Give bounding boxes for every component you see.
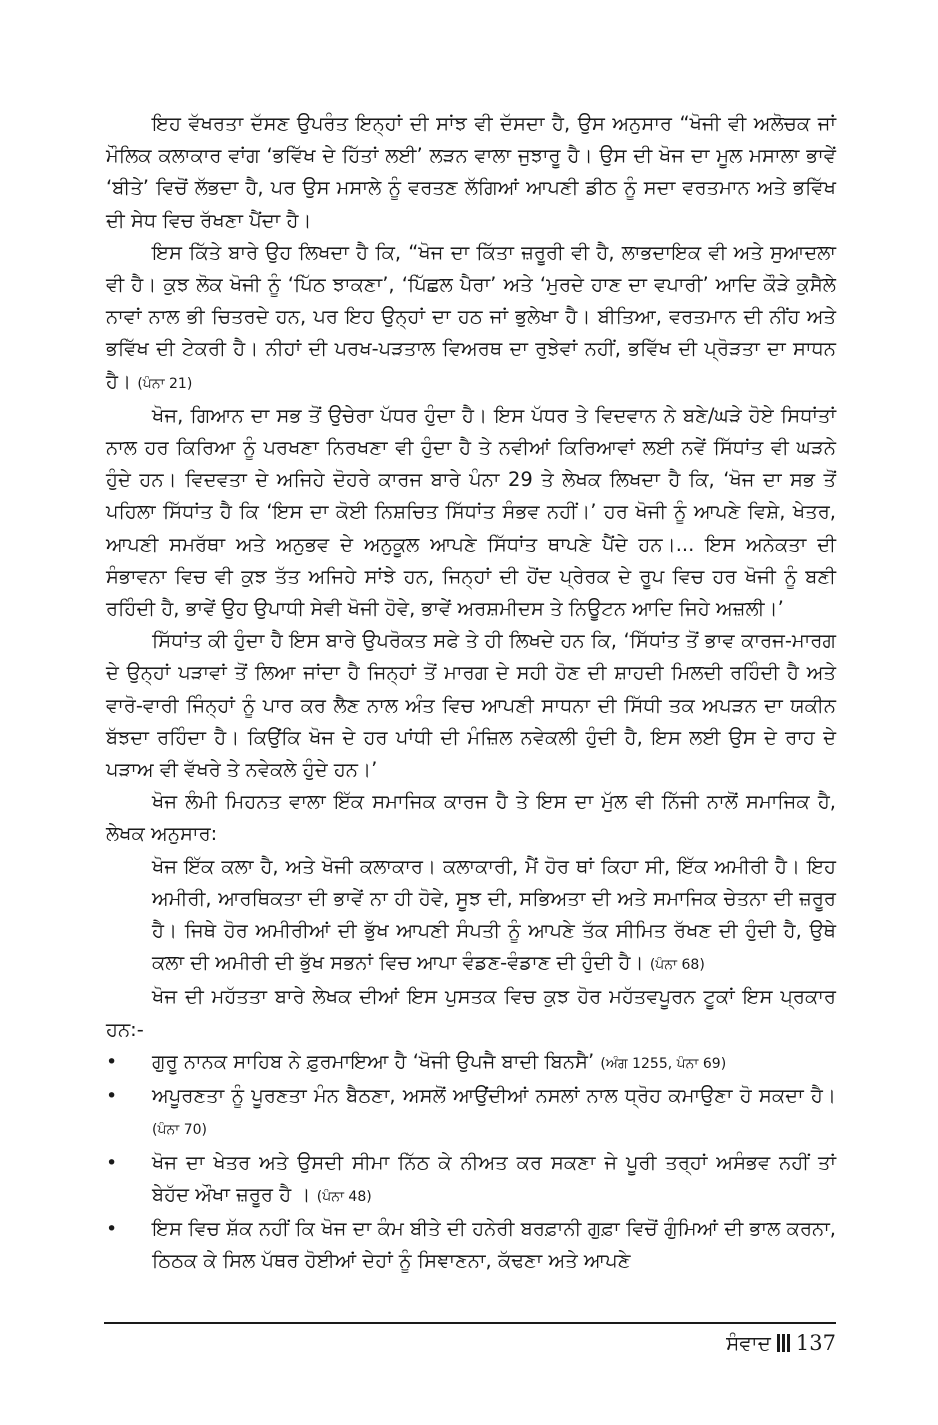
- paragraph: [106, 981, 836, 1045]
- bullet-icon: •: [106, 1050, 118, 1073]
- running-title: ਸੰਵਾਦ: [726, 1331, 771, 1355]
- page-footer: [726, 1329, 836, 1357]
- list-item: [106, 1080, 836, 1146]
- page-citation: (ਪੰਨਾ 21): [137, 375, 193, 392]
- list-item-text: ਅਪੂਰਣਤਾ ਨੂੰ ਪੂਰਣਤਾ ਮੰਨ ਬੈਠਣਾ, ਅਸਲੋਂ ਆਉਂਦੀਆਂ ਨਸਲਾਂ ਨਾਲ ਧ੍ਰੋਹ ਕਮਾਉਣਾ ਹੋ ਸਕਦਾ ਹੈ।: [152, 1084, 836, 1108]
- list-item-text: ਖੋਜ ਦਾ ਖੇਤਰ ਅਤੇ ਉਸਦੀ ਸੀਮਾ ਨਿੱਠ ਕੇ ਨੀਅਤ ਕਰ ਸਕਣਾ ਜੇ ਪੂਰੀ ਤਰ੍ਹਾਂ ਅਸੰਭਵ ਨਹੀਂ ਤਾਂ ਬੇਹੱਦ ਔਖਾ ਜ਼ਰੂਰ ਹੈ ।: [152, 1150, 836, 1206]
- paragraph-text: ਸਿੱਧਾਂਤ ਕੀ ਹੁੰਦਾ ਹੈ ਇਸ ਬਾਰੇ ਉਪਰੋਕਤ ਸਫੇ ਤੇ ਹੀ ਲਿਖਦੇ ਹਨ ਕਿ, ‘ਸਿੱਧਾਂਤ ਤੋਂ ਭਾਵ ਕਾਰਜ-ਮਾਰਗ ਦੇ ਉਨ੍ਹਾਂ ਪੜਾਵਾਂ ਤੋਂ ਲਿਆ ਜਾਂਦਾ ਹੈ ਜਿਨ੍ਹਾਂ ਤੋਂ ਮਾਰਗ ਦੇ ਸਹੀ ਹੋਣ ਦੀ ਸ਼ਾਹਦੀ ਮਿਲਦੀ ਰਹਿੰਦੀ ਹੈ ਅਤੇ ਵਾਰੋ-ਵਾਰੀ ਜਿੰਨ੍ਹਾਂ ਨੂੰ ਪਾਰ ਕਰ ਲੈਣ ਨਾਲ ਅੰਤ ਵਿਚ ਆਪਣੀ ਸਾਧਨਾ ਦੀ ਸਿੱਧੀ ਤਕ ਅਪੜਨ ਦਾ ਯਕੀਨ ਬੱਝਦਾ ਰਹਿੰਦਾ ਹੈ। ਕਿਉਂਕਿ ਖੋਜ ਦੇ ਹਰ ਪਾਂਧੀ ਦੀ ਮੰਜ਼ਿਲ ਨਵੇਕਲੀ ਹੁੰਦੀ ਹੈ, ਇਸ ਲਈ ਉਸ ਦੇ ਰਾਹ ਦੇ ਪੜਾਅ ਵੀ ਵੱਖਰੇ ਤੇ ਨਵੇਕਲੇ ਹੁੰਦੇ ਹਨ।’: [106, 629, 836, 782]
- paragraph: [106, 786, 836, 850]
- footer-separator-icon: [777, 1334, 790, 1352]
- list-item: [106, 1147, 836, 1213]
- paragraph: [106, 400, 836, 625]
- paragraph: [106, 108, 836, 237]
- paragraph: [106, 237, 836, 400]
- paragraph-text: ਖੋਜ ਲੰਮੀ ਮਿਹਨਤ ਵਾਲਾ ਇੱਕ ਸਮਾਜਿਕ ਕਾਰਜ ਹੈ ਤੇ ਇਸ ਦਾ ਮੁੱਲ ਵੀ ਨਿੱਜੀ ਨਾਲੋਂ ਸਮਾਜਿਕ ਹੈ, ਲੇਖਕ ਅਨੁਸਾਰ:: [106, 790, 836, 846]
- paragraph: [106, 625, 836, 786]
- page-number: 137: [795, 1331, 836, 1355]
- lead-text: ਖੋਜ ਦੀ ਮਹੱਤਤਾ ਬਾਰੇ ਲੇਖਕ ਦੀਆਂ ਇਸ ਪੁਸਤਕ ਵਿਚ ਕੁਝ ਹੋਰ ਮਹੱਤਵਪੂਰਨ ਟੂਕਾਂ ਇਸ ਪ੍ਰਕਾਰ ਹਨ:-: [106, 985, 836, 1041]
- bullet-icon: •: [106, 1217, 118, 1240]
- bullet-list: [106, 1046, 836, 1277]
- list-item: [106, 1213, 836, 1277]
- bullet-icon: •: [106, 1085, 118, 1108]
- page-citation: (ਪੰਨਾ 70): [152, 1122, 207, 1139]
- list-item-text: ਗੁਰੂ ਨਾਨਕ ਸਾਹਿਬ ਨੇ ਫ਼ੁਰਮਾਇਆ ਹੈ ‘ਖੋਜੀ ਉਪਜੈ ਬਾਦੀ ਬਿਨਸੈ’: [152, 1049, 595, 1073]
- bullet-icon: •: [106, 1151, 118, 1174]
- block-quote: [152, 851, 836, 982]
- quote-text: ਖੋਜ ਇੱਕ ਕਲਾ ਹੈ, ਅਤੇ ਖੋਜੀ ਕਲਾਕਾਰ। ਕਲਾਕਾਰੀ, ਮੈਂ ਹੋਰ ਥਾਂ ਕਿਹਾ ਸੀ, ਇੱਕ ਅਮੀਰੀ ਹੈ। ਇਹ ਅਮੀਰੀ, ਆਰਥਿਕਤਾ ਦੀ ਭਾਵੇਂ ਨਾ ਹੀ ਹੋਵੇ, ਸੂਝ ਦੀ, ਸਭਿਅਤਾ ਦੀ ਅਤੇ ਸਮਾਜਿਕ ਚੇਤਨਾ ਦੀ ਜ਼ਰੂਰ ਹੈ। ਜਿਥੇ ਹੋਰ ਅਮੀਰੀਆਂ ਦੀ ਭੁੱਖ ਆਪਣੀ ਸੰਪਤੀ ਨੂੰ ਆਪਣੇ ਤੱਕ ਸੀਮਿਤ ਰੱਖਣ ਦੀ ਹੁੰਦੀ ਹੈ, ਉਥੇ ਕਲਾ ਦੀ ਅਮੀਰੀ ਦੀ ਭੁੱਖ ਸਭਨਾਂ ਵਿਚ ਆਪਾ ਵੰਡਣ-ਵੰਡਾਣ ਦੀ ਹੁੰਦੀ ਹੈ।: [152, 854, 836, 975]
- page-body: [106, 108, 836, 1277]
- page-citation: (ਅੰਗ 1255, ਪੰਨਾ 69): [600, 1055, 727, 1072]
- page-citation: (ਪੰਨਾ 68): [649, 957, 705, 974]
- list-item-text: ਇਸ ਵਿਚ ਸ਼ੱਕ ਨਹੀਂ ਕਿ ਖੋਜ ਦਾ ਕੰਮ ਬੀਤੇ ਦੀ ਹਨੇਰੀ ਬਰਫ਼ਾਨੀ ਗੁਫ਼ਾ ਵਿਚੋਂ ਗੁੰਮਿਆਂ ਦੀ ਭਾਲ ਕਰਨਾ, ਠਿਠਕ ਕੇ ਸਿਲ ਪੱਥਰ ਹੋਈਆਂ ਦੇਹਾਂ ਨੂੰ ਸਿਞਾਣਨਾ, ਕੱਢਣਾ ਅਤੇ ਆਪਣੇ: [152, 1216, 836, 1273]
- list-item: [106, 1046, 836, 1080]
- page-citation: (ਪੰਨਾ 48): [316, 1188, 372, 1205]
- paragraph-text: ਇਹ ਵੱਖਰਤਾ ਦੱਸਣ ਉਪਰੰਤ ਇਨ੍ਹਾਂ ਦੀ ਸਾਂਝ ਵੀ ਦੱਸਦਾ ਹੈ, ਉਸ ਅਨੁਸਾਰ “ਖੋਜੀ ਵੀ ਅਲੋਚਕ ਜਾਂ ਮੌਲਿਕ ਕਲਾਕਾਰ ਵਾਂਗ ‘ਭਵਿੱਖ ਦੇ ਹਿੱਤਾਂ ਲਈ’ ਲੜਨ ਵਾਲਾ ਜੁਝਾਰੂ ਹੈ। ਉਸ ਦੀ ਖੋਜ ਦਾ ਮੂਲ ਮਸਾਲਾ ਭਾਵੇਂ ‘ਬੀਤੇ’ ਵਿਚੋਂ ਲੱਭਦਾ ਹੈ, ਪਰ ਉਸ ਮਸਾਲੇ ਨੂੰ ਵਰਤਣ ਲੱਗਿਆਂ ਆਪਣੀ ਡੀਠ ਨੂੰ ਸਦਾ ਵਰਤਮਾਨ ਅਤੇ ਭਵਿੱਖ ਦੀ ਸੇਧ ਵਿਚ ਰੱਖਣਾ ਪੈਂਦਾ ਹੈ।: [106, 112, 836, 232]
- footer-rule: [104, 1322, 836, 1324]
- paragraph-text: ਖੋਜ, ਗਿਆਨ ਦਾ ਸਭ ਤੋਂ ਉਚੇਰਾ ਪੱਧਰ ਹੁੰਦਾ ਹੈ। ਇਸ ਪੱਧਰ ਤੇ ਵਿਦਵਾਨ ਨੇ ਬਣੇ/ਘੜੇ ਹੋਏ ਸਿਧਾਂਤਾਂ ਨਾਲ ਹਰ ਕਿਰਿਆ ਨੂੰ ਪਰਖਣਾ ਨਿਰਖਣਾ ਵੀ ਹੁੰਦਾ ਹੈ ਤੇ ਨਵੀਆਂ ਕਿਰਿਆਵਾਂ ਲਈ ਨਵੇਂ ਸਿੱਧਾਂਤ ਵੀ ਘੜਨੇ ਹੁੰਦੇ ਹਨ। ਵਿਦਵਤਾ ਦੇ ਅਜਿਹੇ ਦੋਹਰੇ ਕਾਰਜ ਬਾਰੇ ਪੰਨਾ 29 ਤੇ ਲੇਖਕ ਲਿਖਦਾ ਹੈ ਕਿ, ‘ਖੋਜ ਦਾ ਸਭ ਤੋਂ ਪਹਿਲਾ ਸਿੱਧਾਂਤ ਹੈ ਕਿ ‘ਇਸ ਦਾ ਕੋਈ ਨਿਸ਼ਚਿਤ ਸਿੱਧਾਂਤ ਸੰਭਵ ਨਹੀਂ।’ ਹਰ ਖੋਜੀ ਨੂੰ ਆਪਣੇ ਵਿਸ਼ੇ, ਖੇਤਰ, ਆਪਣੀ ਸਮਰੱਥਾ ਅਤੇ ਅਨੁਭਵ ਦੇ ਅਨੁਕੂਲ ਆਪਣੇ ਸਿੱਧਾਂਤ ਥਾਪਣੇ ਪੈਂਦੇ ਹਨ।... ਇਸ ਅਨੇਕਤਾ ਦੀ ਸੰਭਾਵਨਾ ਵਿਚ ਵੀ ਕੁਝ ਤੱਤ ਅਜਿਹੇ ਸਾਂਝੇ ਹਨ, ਜਿਨ੍ਹਾਂ ਦੀ ਹੋਂਦ ਪ੍ਰੇਰਕ ਦੇ ਰੂਪ ਵਿਚ ਹਰ ਖੋਜੀ ਨੂੰ ਬਣੀ ਰਹਿੰਦੀ ਹੈ, ਭਾਵੇਂ ਉਹ ਉਪਾਧੀ ਸੇਵੀ ਖੋਜੀ ਹੋਵੇ, ਭਾਵੇਂ ਅਰਸ਼ਮੀਦਸ ਤੇ ਨਿਊਟਨ ਆਦਿ ਜਿਹੇ ਅਜ਼ਲੀ।’: [106, 403, 836, 621]
- paragraph-text: ਇਸ ਕਿੱਤੇ ਬਾਰੇ ਉਹ ਲਿਖਦਾ ਹੈ ਕਿ, “ਖੋਜ ਦਾ ਕਿੱਤਾ ਜ਼ਰੂਰੀ ਵੀ ਹੈ, ਲਾਭਦਾਇਕ ਵੀ ਅਤੇ ਸੁਆਦਲਾ ਵੀ ਹੈ। ਕੁਝ ਲੋਕ ਖੋਜੀ ਨੂੰ ‘ਪਿੱਠ ਝਾਕਣਾ’, ‘ਪਿੱਛਲ ਪੈਰਾ’ ਅਤੇ ‘ਮੁਰਦੇ ਹਾਣ ਦਾ ਵਪਾਰੀ’ ਆਦਿ ਕੌੜੇ ਕੁਸੈਲੇ ਨਾਵਾਂ ਨਾਲ ਭੀ ਚਿਤਰਦੇ ਹਨ, ਪਰ ਇਹ ਉਨ੍ਹਾਂ ਦਾ ਹਠ ਜਾਂ ਭੁਲੇਖਾ ਹੈ। ਬੀਤਿਆ, ਵਰਤਮਾਨ ਦੀ ਨੀਂਹ ਅਤੇ ਭਵਿੱਖ ਦੀ ਟੇਕਰੀ ਹੈ। ਨੀਹਾਂ ਦੀ ਪਰਖ-ਪੜਤਾਲ ਵਿਅਰਥ ਦਾ ਰੁਝੇਵਾਂ ਨਹੀਂ, ਭਵਿੱਖ ਦੀ ਪ੍ਰੋੜਤਾ ਦਾ ਸਾਧਨ ਹੈ।: [106, 240, 836, 393]
